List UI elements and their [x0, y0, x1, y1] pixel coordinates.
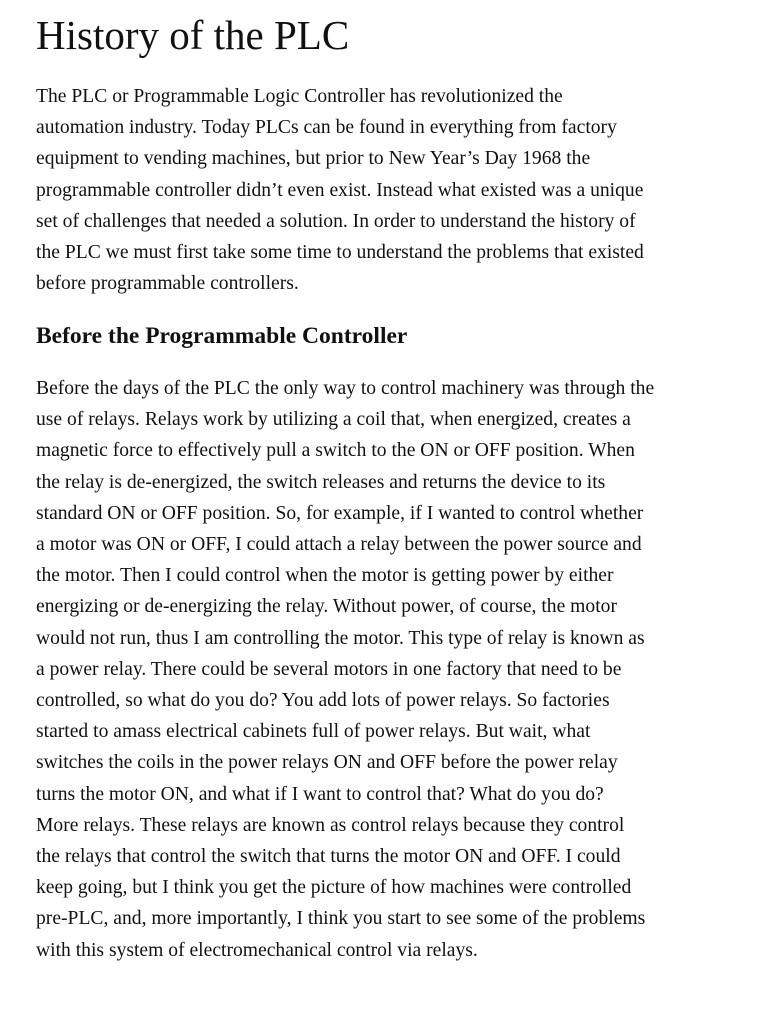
article	[36, 0, 736, 961]
page-title: History of the PLC	[36, 12, 350, 58]
section-heading: Before the Programmable Controller	[36, 323, 408, 349]
section-paragraph: Before the days of the PLC the only way to control machinery was through the use of relays. Relays work by utilizing a coil that, when energized, creates a magnetic force to effectively pull a switch to the ON or OFF position. When the relay is de-energized, the switch releases and returns the device to its standard ON or OFF position. So, for example, if I wanted to control whether a motor was ON or OFF, I could attach a relay between the power source and the motor. Then I could control when the motor is getting power by either energizing or de-energizing the relay. Without power, of course, the motor would not run, thus I am controlling the motor. This type of relay is known as a power relay. There could be several motors in one factory that need to be controlled, so what do you do? You add lots of power relays. So factories started to amass electrical cabinets full of power relays. But wait, what switches the coils in the power relays ON and OFF before the power relay turns the motor ON, and what if I want to control that? What do you do? More relays. These relays are known as control relays because they control the relays that control the switch that turns the motor ON and OFF. I could keep going, but I think you get the picture of how machines were controlled pre-PLC, and, more importantly, I think you start to see some of the problems with this system of electromechanical control via relays.	[36, 378, 655, 961]
intro-paragraph: The PLC or Programmable Logic Controller has revolutionized the automation industry. Today PLCs can be found in everything from factory equipment to vending machines, but prior to New Year’s Day 1968 the programmable controller didn’t even exist. Instead what existed was a unique set of challenges that needed a solution. In order to understand the history of the PLC we must first take some time to understand the problems that existed before programmable controllers.	[36, 86, 644, 295]
